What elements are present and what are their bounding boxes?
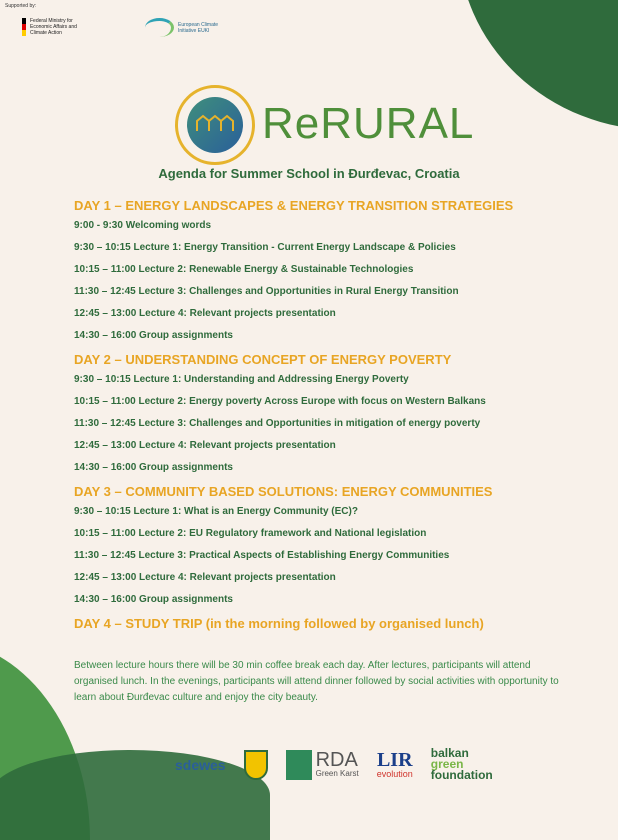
durdevac-crest-icon	[244, 750, 268, 780]
lir-text: LIR	[376, 748, 413, 771]
agenda-item: 11:30 – 12:45 Lecture 3: Challenges and Opportunities in mitigation of energy poverty	[74, 418, 481, 429]
euki-logo	[145, 18, 228, 37]
sdewes-logo: sdewes	[175, 756, 226, 773]
balkan-green-foundation-logo	[431, 748, 493, 781]
day-2	[74, 352, 574, 474]
bgf-line-2: green	[430, 757, 464, 771]
bmwk-logo	[22, 18, 92, 36]
agenda-item: 12:45 – 13:00 Lecture 4: Relevant projects presentation	[74, 440, 336, 451]
bgf-line-1: balkan	[430, 746, 469, 760]
day-heading: DAY 1 – ENERGY LANDSCAPES & ENERGY TRANSITION STRATEGIES	[74, 198, 514, 213]
agenda-item: 9:30 – 10:15 Lecture 1: Understanding and Addressing Energy Poverty	[74, 374, 409, 385]
rda-text: RDA	[315, 749, 358, 771]
euki-icon	[145, 18, 174, 37]
lir-logo	[376, 748, 413, 779]
rda-logo	[286, 750, 359, 780]
lir-subtext: evolution	[376, 768, 413, 779]
agenda-item: 10:15 – 11:00 Lecture 2: Renewable Energy & Sustainable Technologies	[74, 264, 414, 275]
agenda-item: 10:15 – 11:00 Lecture 2: EU Regulatory framework and National legislation	[74, 528, 427, 539]
supported-by-label: Supported by:	[5, 3, 37, 9]
logo-text: ReRURAL	[262, 99, 475, 148]
agenda-item: 11:30 – 12:45 Lecture 3: Challenges and Opportunities in Rural Energy Transition	[74, 286, 459, 297]
footer-note: Between lecture hours there will be 30 min coffee break each day. After lectures, participants will attend organised lunch. In the evenings, participants will attend dinner followed by social activities with opportunity to learn about Đurđevac culture and enjoy the city beauty.	[74, 660, 559, 703]
decor-top-right	[458, 0, 618, 130]
agenda-item: 14:30 – 16:00 Group assignments	[74, 330, 233, 341]
day-4	[74, 616, 574, 631]
agenda-item: 11:30 – 12:45 Lecture 3: Practical Aspects of Establishing Energy Communities	[74, 550, 450, 561]
bgf-line-3: foundation	[430, 768, 493, 782]
day-3	[74, 484, 574, 606]
day-heading: DAY 3 – COMMUNITY BASED SOLUTIONS: ENERGY COMMUNITIES	[74, 484, 493, 499]
agenda-item: 14:30 – 16:00 Group assignments	[74, 462, 233, 473]
day-heading: DAY 4 – STUDY TRIP (in the morning followed by organised lunch)	[74, 616, 484, 631]
agenda-item: 14:30 – 16:00 Group assignments	[74, 594, 233, 605]
logo-houses-icon	[187, 97, 243, 153]
bmwk-text: Federal Ministry for Economic Affairs and Climate Action	[30, 18, 77, 36]
german-flag-icon	[22, 18, 26, 36]
day-1	[74, 198, 574, 342]
page-subtitle: Agenda for Summer School in Đurđevac, Croatia	[158, 166, 460, 181]
agenda-item: 9:30 – 10:15 Lecture 1: What is an Energy Community (EC)?	[74, 506, 358, 517]
agenda-item: 12:45 – 13:00 Lecture 4: Relevant projects presentation	[74, 572, 336, 583]
day-heading: DAY 2 – UNDERSTANDING CONCEPT OF ENERGY POVERTY	[74, 352, 452, 367]
rerural-logo	[170, 85, 475, 175]
agenda-item: 9:30 – 10:15 Lecture 1: Energy Transition - Current Energy Landscape & Policies	[74, 242, 456, 253]
agenda-item: 12:45 – 13:00 Lecture 4: Relevant projects presentation	[74, 308, 336, 319]
rda-subtext: Green Karst	[315, 769, 359, 778]
euki-text: European Climate Initiative EUKI	[178, 21, 219, 34]
sponsor-logos	[175, 748, 493, 781]
agenda	[74, 198, 574, 638]
agenda-item: 9:00 - 9:30 Welcoming words	[74, 220, 212, 231]
agenda-item: 10:15 – 11:00 Lecture 2: Energy poverty Across Europe with focus on Western Balkans	[74, 396, 486, 407]
rda-mark-icon	[286, 750, 312, 780]
